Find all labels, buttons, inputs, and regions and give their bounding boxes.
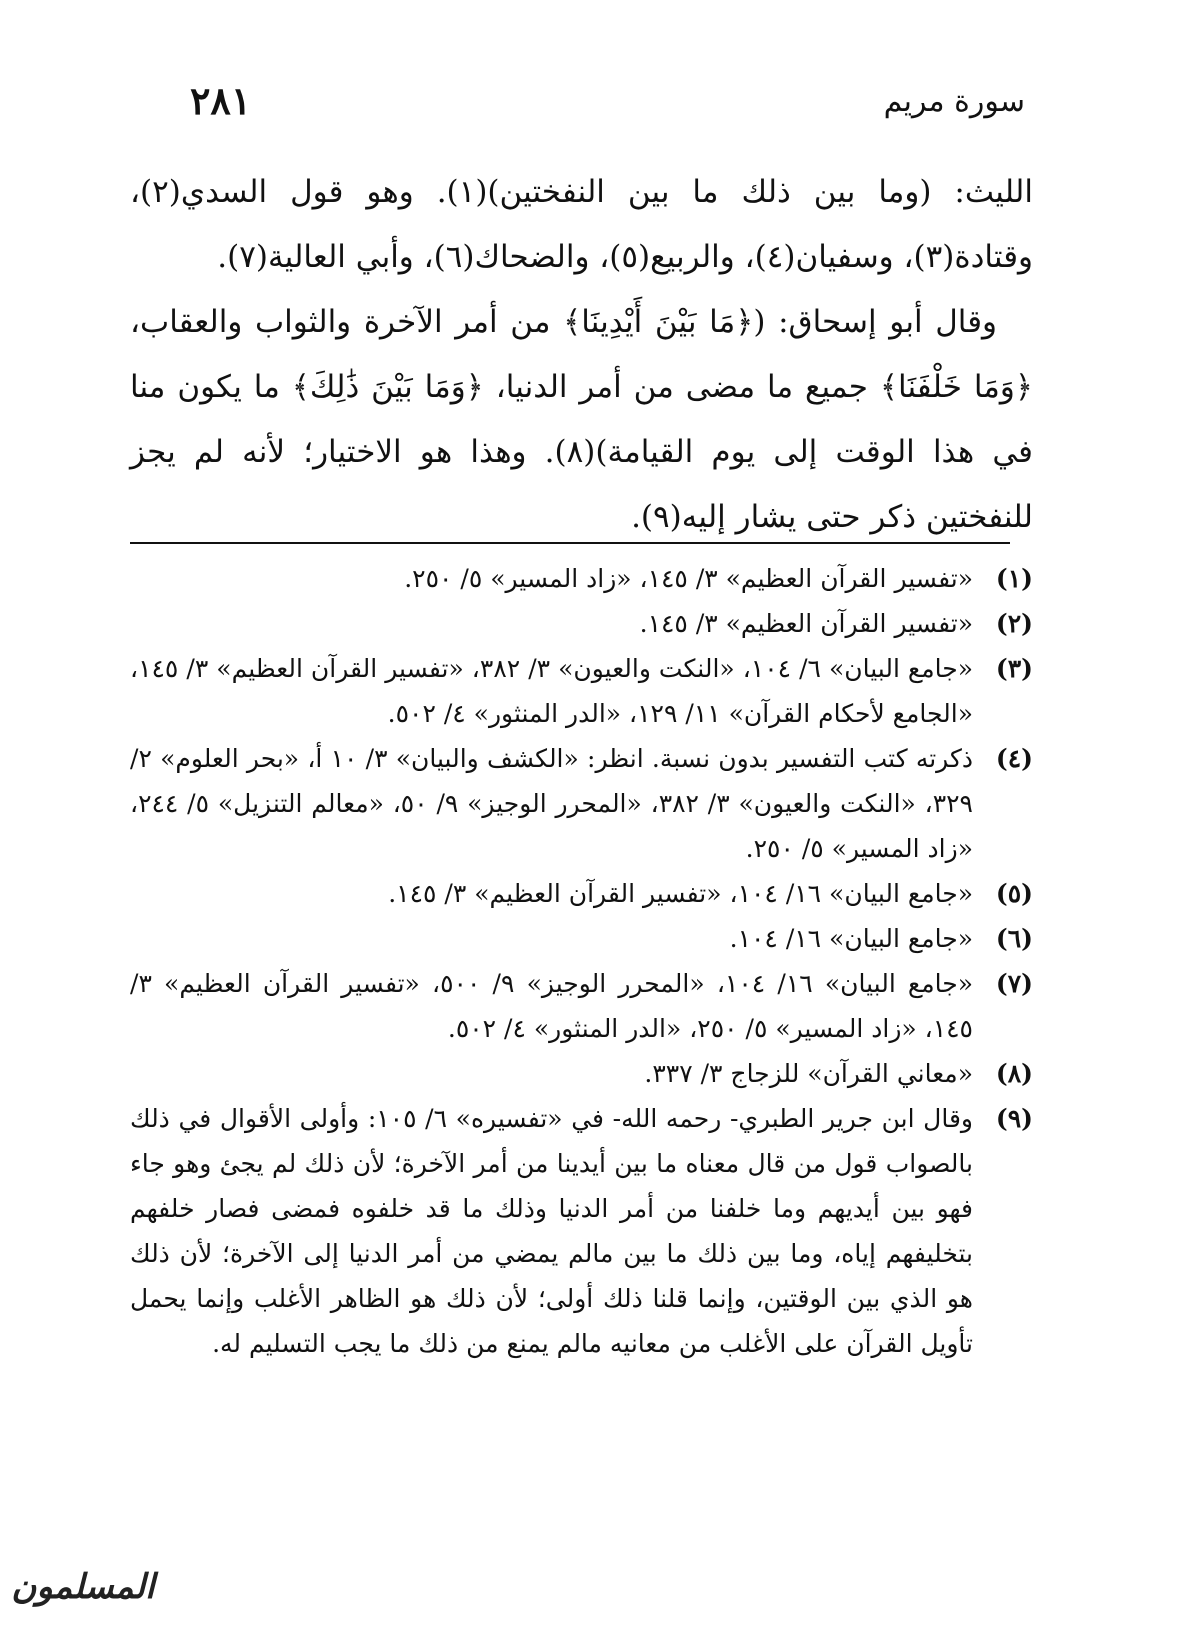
paragraph: وقال أبو إسحاق: (﴿مَا بَيْنَ أَيْدِينَا﴾ من أمر الآخرة والثواب والعقاب، ﴿وَمَا خَلْفَنَا﴾ جميع ما مضى من أمر الدنيا، ﴿وَمَا بَيْنَ ذَٰلِكَ﴾ ما يكون منا في هذا الوقت إلى يوم القيامة)(٨). وهذا هو الاختيار؛ لأنه لم يجز للنفختين ذكر حتى يشار إليه(٩). <box>130 304 1033 535</box>
footnote-text: ذكرته كتب التفسير بدون نسبة. انظر: «الكشف والبيان» ٣/ ١٠ أ، «بحر العلوم» ٢/ ٣٢٩، «النكت والعيون» ٣/ ٣٨٢، «المحرر الوجيز» ٩/ ٥٠، «معالم التنزيل» ٥/ ٢٤٤، «زاد المسير» ٥/ ٢٥٠. <box>130 744 974 863</box>
footnote <box>130 1051 1033 1096</box>
footnote-text: وقال ابن جرير الطبري- رحمه الله- في «تفسيره» ٦/ ١٠٥: وأولى الأقوال في ذلك بالصواب قول من قال معناه ما بين أيدينا من أمر الآخرة؛ لأن ذلك لم يجئ وهو جاء فهو بين أيديهم وما خلفنا من أمر الدنيا وذلك ما قد خلفوه فمضى فصار خلفهم بتخليفهم إياه، وما بين ذلك ما بين مالم يمضي من أمر الدنيا إلى الآخرة؛ لأن ذلك هو الذي بين الوقتين، وإنما قلنا ذلك أولى؛ لأن ذلك هو الظاهر الأغلب وإنما يحمل تأويل القرآن على الأغلب من معانيه مالم يمنع من ذلك ما يجب التسليم له. <box>130 1104 973 1358</box>
surah-title: سورة مريم <box>883 84 1025 119</box>
footnote-divider <box>130 542 1010 544</box>
footnote-text: «جامع البيان» ١٦/ ١٠٤، «تفسير القرآن العظيم» ٣/ ١٤٥. <box>388 879 973 908</box>
footnotes <box>130 556 1033 1366</box>
footnote <box>130 916 1033 961</box>
footnote-number: (٣) <box>995 654 1033 683</box>
main-text <box>130 160 1033 550</box>
footnote <box>130 961 1033 1051</box>
footnote-number: (٢) <box>995 609 1033 638</box>
footnote-number: (٤) <box>995 744 1033 773</box>
watermark-logo <box>8 1552 158 1628</box>
footnote-text: «جامع البيان» ١٦/ ١٠٤. <box>729 924 973 953</box>
footnote-number: (٩) <box>995 1104 1033 1133</box>
footnote <box>130 556 1033 601</box>
footnote-number: (٨) <box>995 1059 1033 1088</box>
footnote-number: (٥) <box>995 879 1033 908</box>
paragraph: الليث: (وما بين ذلك ما بين النفختين)(١). وهو قول السدي(٢)، وقتادة(٣)، وسفيان(٤)، والربيع(٥)، والضحاك(٦)، وأبي العالية(٧). <box>130 174 1033 275</box>
page-number: ٢٨١ <box>190 78 252 123</box>
footnote-text: «جامع البيان» ٦/ ١٠٤، «النكت والعيون» ٣/ ٣٨٢، «تفسير القرآن العظيم» ٣/ ١٤٥، «الجامع لأحكام القرآن» ١١/ ١٢٩، «الدر المنثور» ٤/ ٥٠٢. <box>130 654 973 728</box>
page-header <box>180 78 1025 134</box>
footnote <box>130 646 1033 736</box>
footnote-number: (٦) <box>995 924 1033 953</box>
footnote-number: (٧) <box>995 969 1033 998</box>
footnote <box>130 736 1033 871</box>
footnote <box>130 601 1033 646</box>
footnote <box>130 1096 1033 1366</box>
footnote-text: «معاني القرآن» للزجاج ٣/ ٣٣٧. <box>644 1059 973 1088</box>
footnote <box>130 871 1033 916</box>
footnote-text: «تفسير القرآن العظيم» ٣/ ١٤٥. <box>639 609 973 638</box>
watermark-text: المسلمون <box>11 1567 155 1607</box>
footnote-text: «تفسير القرآن العظيم» ٣/ ١٤٥، «زاد المسير» ٥/ ٢٥٠. <box>404 564 973 593</box>
footnote-text: «جامع البيان» ١٦/ ١٠٤، «المحرر الوجيز» ٩/ ٥٠٠، «تفسير القرآن العظيم» ٣/ ١٤٥، «زاد المسير» ٥/ ٢٥٠، «الدر المنثور» ٤/ ٥٠٢. <box>130 969 974 1043</box>
footnote-number: (١) <box>995 564 1033 593</box>
